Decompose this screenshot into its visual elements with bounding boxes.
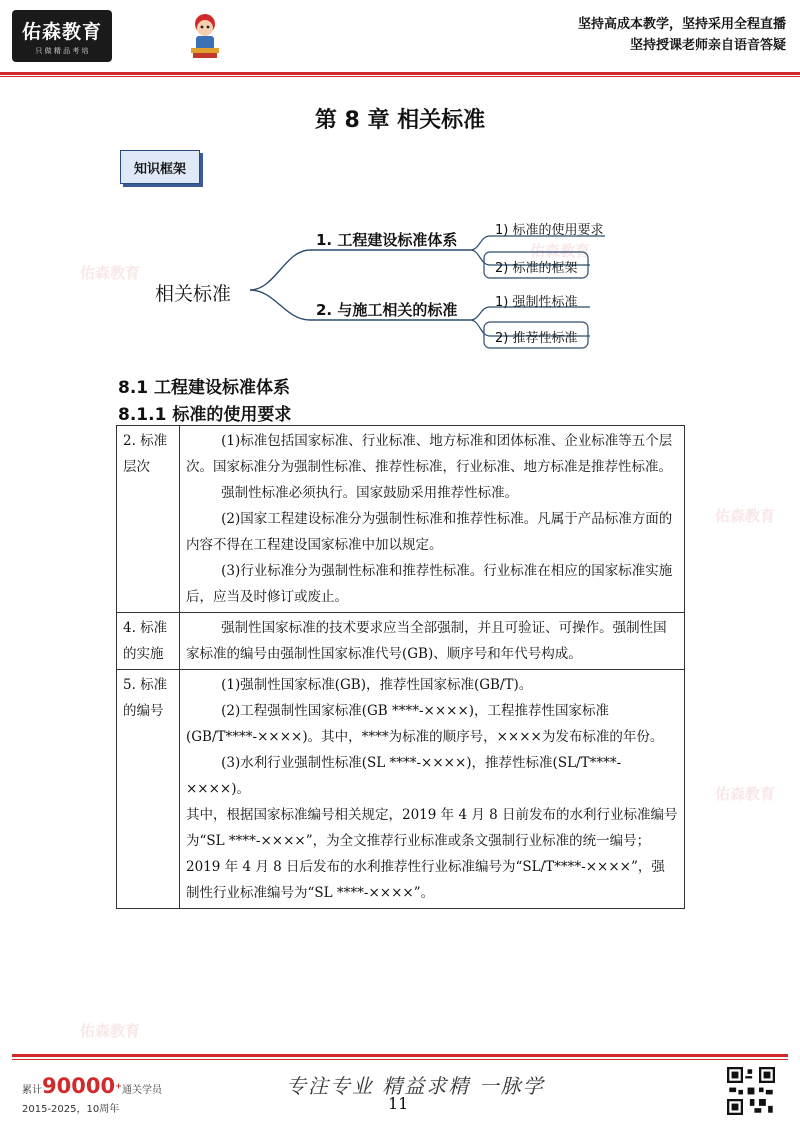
table-row [117, 613, 685, 670]
brand-name: 佑森教育 [21, 20, 102, 43]
standards-table [116, 425, 685, 909]
paragraph: (2)国家工程建设标准分为强制性标准和推荐性标准。凡属于产品标准方面的内容不得在工程建设国家标准中加以规定。 [186, 511, 673, 553]
mindmap-leaf: 1) 标准的使用要求 [495, 223, 604, 238]
knowledge-framework-badge: 知识框架 [120, 150, 200, 184]
footer-divider-thin [12, 1059, 788, 1060]
student-count [22, 1074, 162, 1098]
mindmap-branch: 1. 工程建设标准体系 [316, 231, 458, 249]
page-number: 11 [388, 1094, 409, 1113]
stat-number: 90000 [42, 1074, 116, 1098]
mindmap-leaf: 2) 标准的框架 [495, 261, 578, 276]
footer-divider [12, 1054, 788, 1057]
paragraph: 强制性标准必须执行。国家鼓励采用推荐性标准。 [221, 485, 519, 501]
paragraph: 强制性国家标准的技术要求应当全部强制，并且可验证、可操作。强制性国家标准的编号由强制性国家标准代号(GB)、顺序号和年代号构成。 [186, 620, 667, 662]
note-paragraph: 其中，根据国家标准编号相关规定，2019 年 4 月 8 日前发布的水利行业标准编号为“SL ****-××××”，为全文推荐行业标准或条文强制行业标准的统一编号；2019 年 4 月 8 日后发布的水利推荐性行业标准编号为“SL/T****-××××”，强制性行业标准编号为“SL ****-××××”。 [186, 807, 678, 901]
row-label: 5. 标准的编号 [117, 670, 180, 909]
slogan-line-1: 坚持高成本教学，坚持采用全程直播 [577, 17, 786, 32]
watermark: 佑森教育 [80, 264, 141, 282]
slogan-line-2: 坚持授课老师亲自语音答疑 [629, 38, 786, 53]
row-label: 2. 标准层次 [117, 426, 180, 613]
mindmap-connectors [0, 0, 800, 380]
paragraph: (3)行业标准分为强制性标准和推荐性标准。行业标准在相应的国家标准实施后，应当及时修订或废止。 [186, 563, 673, 605]
paragraph: (1)标准包括国家标准、行业标准、地方标准和团体标准、企业标准等五个层次。国家标准分为强制性标准、推荐性标准，行业标准、地方标准是推荐性标准。 [186, 433, 673, 475]
row-content [180, 670, 685, 909]
paragraph: (2)工程强制性国家标准(GB ****-××××)，工程推荐性国家标准(GB/T****-××××)。其中，****为标准的顺序号，××××为发布标准的年份。 [186, 703, 664, 745]
subsection-heading: 8.1.1 标准的使用要求 [118, 405, 292, 425]
mindmap-leaf: 2) 推荐性标准 [495, 331, 578, 346]
qr-code-icon [727, 1067, 775, 1115]
table-row [117, 426, 685, 613]
stat-prefix: 累计 [22, 1085, 42, 1096]
watermark: 佑森教育 [715, 507, 776, 525]
row-label: 4. 标准的实施 [117, 613, 180, 670]
section-heading: 8.1 工程建设标准体系 [118, 378, 291, 398]
chapter-title: 第 8 章 相关标准 [314, 108, 486, 133]
watermark: 佑森教育 [715, 785, 776, 803]
mindmap-leaf: 1) 强制性标准 [495, 295, 578, 310]
anniversary-years: 2015-2025，10周年 [22, 1104, 120, 1115]
brand-tagline: 只 做 精 品 考 培 [35, 46, 89, 55]
paragraph: (1)强制性国家标准(GB)，推荐性国家标准(GB/T)。 [221, 677, 533, 693]
calligraphy-motto: 专注专业 精益求精 一脉学 [286, 1074, 545, 1098]
watermark: 佑森教育 [80, 1022, 141, 1040]
watermark: 佑森教育 [530, 242, 591, 260]
stat-suffix: 通关学员 [122, 1085, 163, 1096]
stat-plus: + [115, 1080, 123, 1091]
row-content [180, 613, 685, 670]
table-row [117, 670, 685, 909]
mindmap-root: 相关标准 [155, 283, 232, 305]
row-content [180, 426, 685, 613]
mindmap-branch: 2. 与施工相关的标准 [316, 301, 458, 319]
paragraph: (3)水利行业强制性标准(SL ****-××××)，推荐性标准(SL/T****-××××)。 [186, 755, 622, 797]
